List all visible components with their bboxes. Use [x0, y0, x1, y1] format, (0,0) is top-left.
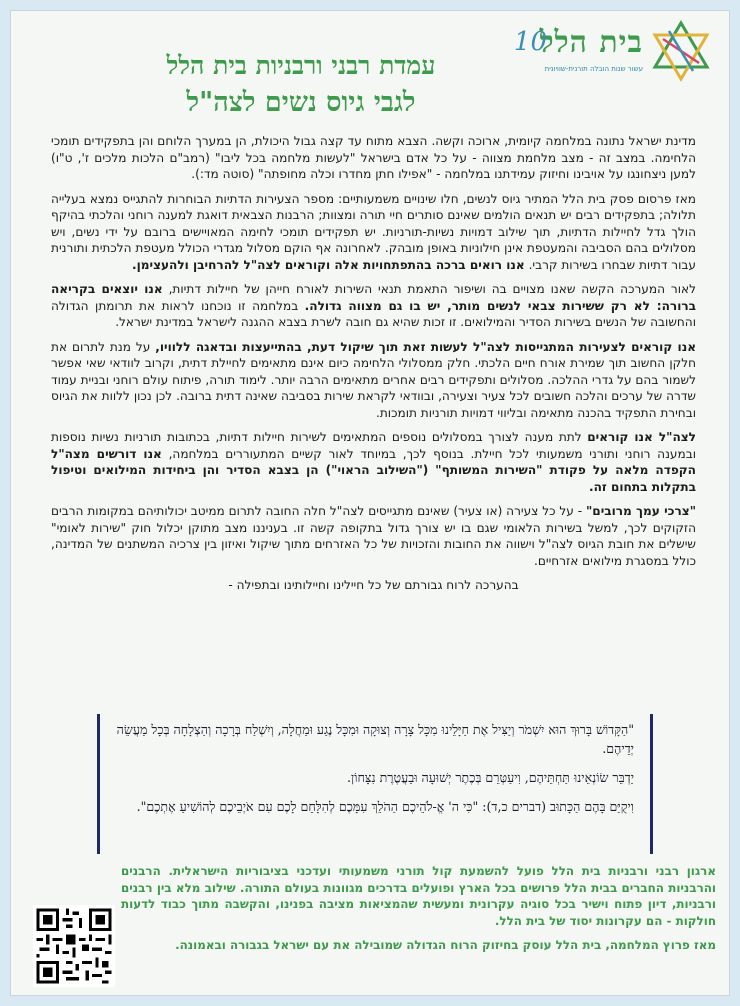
page-title-line-1: עמדת רבני ורבניות בית הלל: [166, 51, 436, 80]
paragraph-2-bold: אנו רואים ברכה בהתפתחויות אלה וקוראים לצה"ל להרחיבן ולהעצימן.: [132, 257, 525, 272]
prayer-line-1: "הַקָּדוֹשׁ בָּרוּךְ הוּא יִשְׁמֹר וְיַצִּיל אֶת חַיָּלֵינוּ מִכָּל צָרָה וְצוּקָה וּמִכָּל נֶגַע וּמַחֲלָה, וְיִשְׁלַח בְּרָכָה וְהַצְלָחָה בְּכָל מַעֲשֵׂה יְדֵיהֶם.: [116, 722, 634, 756]
paragraph-1: מדינת ישראל נתונה במלחמה קיומית, ארוכה וקשה. הצבא מתוח עד קצה גבול היכולת, הן במערך הלוחם והן בתפקידים תומכי הלחימה. במצב זה - מצב מלחמת מצווה - על כל אדם בישראל "לעשות מלחמה בכל ליבו" (רמב"ם הלכות מלכים ז', ט"ו) למען ניצחונגו על אויבינו וחיזוק עמידתנו במלחמה - "אפילו חתן מחדרו וכלה מחופתה" (סוטה מד:).: [51, 134, 696, 181]
paragraph-3-text: לאור המערכה הקשה שאנו מצויים בה ושיפור התאמת תנאי השירות לאורח חייהן של חיילות דתיות,: [162, 282, 696, 296]
paragraph-5-bold: לצה"ל אנו קוראים: [587, 430, 696, 444]
star-of-david-icon: [649, 19, 713, 83]
paragraph-6-text: - על כל צעירה (או צעיר) שאינם מתגייסים לצה"ל חלה החובה לתרום ממיטב יכולותיהם במקומות הרבים הזקוקים לכך, למשל בשירות הלאומי שגם בו יש צורך גדול בתקופה קשה זו. בעניננו מצב מתוקן יכלול חוק "שירות לאומי" שישלים את חובת הגיוס לצה"ל וישווה את החובות והזכויות של כל האזרחים מתוך שיקול ואיזון בין צרכיה המשתנים של המדינה, כולל במסגרת מילואים אזרחיים.: [51, 504, 696, 568]
paragraph-7: בהערכה לרוח גבורתם של כל חיילינו וחיילותינו ובתפילה -: [228, 578, 519, 592]
prayer-line-2: יַדְבֵּר שׂוֹנְאֵינוּ תַּחְתֵּיהֶם, וִיעַטְּרֵם בְּכֶתֶר יְשׁוּעָה וּבַעֲטֶרֶת נִצָּחוֹן.: [347, 770, 634, 785]
page-title-line-2: לגבי גיוס נשים לצה"ל: [186, 87, 416, 118]
paragraph-2: [51, 191, 696, 274]
qr-code-icon[interactable]: [33, 905, 115, 987]
paragraph-4: [51, 339, 696, 422]
paragraph-3-bold: אנו יוצאים בקריאה ברורה:: [51, 282, 697, 313]
paragraph-5-bold-tail: אנו דורשים מצה"ל הקפדה מלאה על פקודת "השירות המשותף" ("השילוב הראוי") הן בצבא הסדיר והן ביחידות המילואים וטיפול בתקלות בתחום זה.: [51, 446, 696, 494]
beit-hillel-logo: [513, 19, 713, 93]
paragraph-4-bold: אנו קוראים לצעירות המתגייסות לצה"ל לעשות זאת תוך שיקול דעת, בהתייעצות ובדאגה ללוויו,: [155, 339, 696, 354]
paragraph-6-bold: "צרכי עמך מרובים": [585, 504, 696, 518]
paragraph-2-text: מאז פרסום פסק בית הלל המתיר גיוס לנשים, חלו שינויים משמעותיים: מספר הצעירות הדתיות הבוחרות להתגייס נמצא בעלייה תלולה; בתפקידים רבים יש תנאים הולמים שאינם סותרים חיי תורה ומצוות; הרבנות הצבאית דואגת למענה רוחני והלכתי בהיקף הולך גדל לחיילות הדתיות, תוך שילוב דמויות נשיות-תורניות. יש תפקידים תומכי לחימה המאויישים ברובם על ידי נשים, ויש מסלולים בהם הסביבה והמעטפת אינן חילוניות באופן מובהק. לאחרונה אף הוקם מסלול מגדרי הכולל מעטפת הלכתית ותורנית עבור דתיות שבחרו בשירות קרבי.: [51, 191, 696, 272]
flyer-sheet: [10, 10, 730, 996]
paragraph-3-bold-italic: לא רק ששירות צבאי לנשים מותר, יש בו גם מצווה גדולה.: [304, 298, 650, 313]
logo-name: בית הלל: [539, 25, 643, 60]
statement-body: [51, 133, 696, 602]
paragraph-4-text: על מנת לתרום את חלקן החשוב תוך שמירת אורח חיים הלכתי. חלק ממסלולי הלחימה כיום אינם מתאימים לחיילת דתית, וקרוב לוודאי שאי אפשר לשמור בהם על גדרי ההלכה. מסלולים ותפקידים רבים אחרים מתאימים הרבה יותר. לימוד תורה, פיתוח עולם רוחני ובניית עמוד שדרה של ערכים והלכה חשובים לכל צעיר וצעירה, ובוודאי לקראת שירות בסביבה שאינה דתית ברובה. לכן נכון ללוות את הגיוס ובחירת התפקיד בהכנה מתאימה ובליווי דמויות תורניות תומכות.: [51, 339, 696, 420]
paragraph-3: [51, 281, 696, 331]
prayer-block: [97, 714, 653, 854]
footer-paragraph-1: ארגון רבני ורבניות בית הלל פועל להשמעת קול תורני משמעותי ועדכני בציבוריות הישראלית. הרבנים והרבניות החברים בבית הלל פרושים בכל הארץ ופועלים בדרכים מגוונות בעולם התורה. שילוב מלא בין רבנים ורבניות, דיון פתוח וישיר בכל סוגיה עקרונית ומעשית שהמציאות מציבה בפנינו, והקשבה מתוך כבוד לדעות חולקות - הם עקרונות יסוד של בית הלל.: [121, 864, 716, 928]
logo-ten-years: 10: [513, 27, 547, 57]
footer-paragraph-2: מאז פרוץ המלחמה, בית הלל עוסק בחיזוק הרוח הגדולה שמובילה את עם ישראל בגבורה ובאמונה.: [175, 938, 716, 952]
logo-tagline: עשור שנות הובלה תורנית-שוויונית: [544, 65, 643, 73]
organization-footer: [121, 863, 716, 962]
paragraph-5-text: לתת מענה לצורך במסלולים נוספים המתאימים לשירות חיילות דתיות, בכתובות תורניות נשיות נוספות ובמענה רוחני ותורני משמעותי לכל חיילת. בנוסף לכך, במיוחד לאור קשיים המתעוררים במלחמה,: [51, 430, 696, 461]
paragraph-3-tail: במלחמה זו נוכחנו לראות את תרומתן הגדולה והחשובה של הנשים בשירות הסדיר והמילואים. זו זכות שהיא גם חובה לשרת בצבא ההגנה לישראל במדינת ישראל.: [51, 298, 696, 329]
header: [11, 11, 731, 121]
paragraph-5: [51, 429, 696, 495]
paragraph-6: [51, 503, 696, 569]
prayer-line-3: וִיקֻיַּם בָּהֶם הַכָּתוּב (דברים כ,ד): "כִּי ה' אֱ-לֹהֵיכֶם הַהֹלֵךְ עִמָּכֶם לְהִלָּחֵם לָכֶם עִם אֹיְבֵיכֶם לְהוֹשִׁיעַ אֶתְכֶם".: [136, 799, 634, 814]
